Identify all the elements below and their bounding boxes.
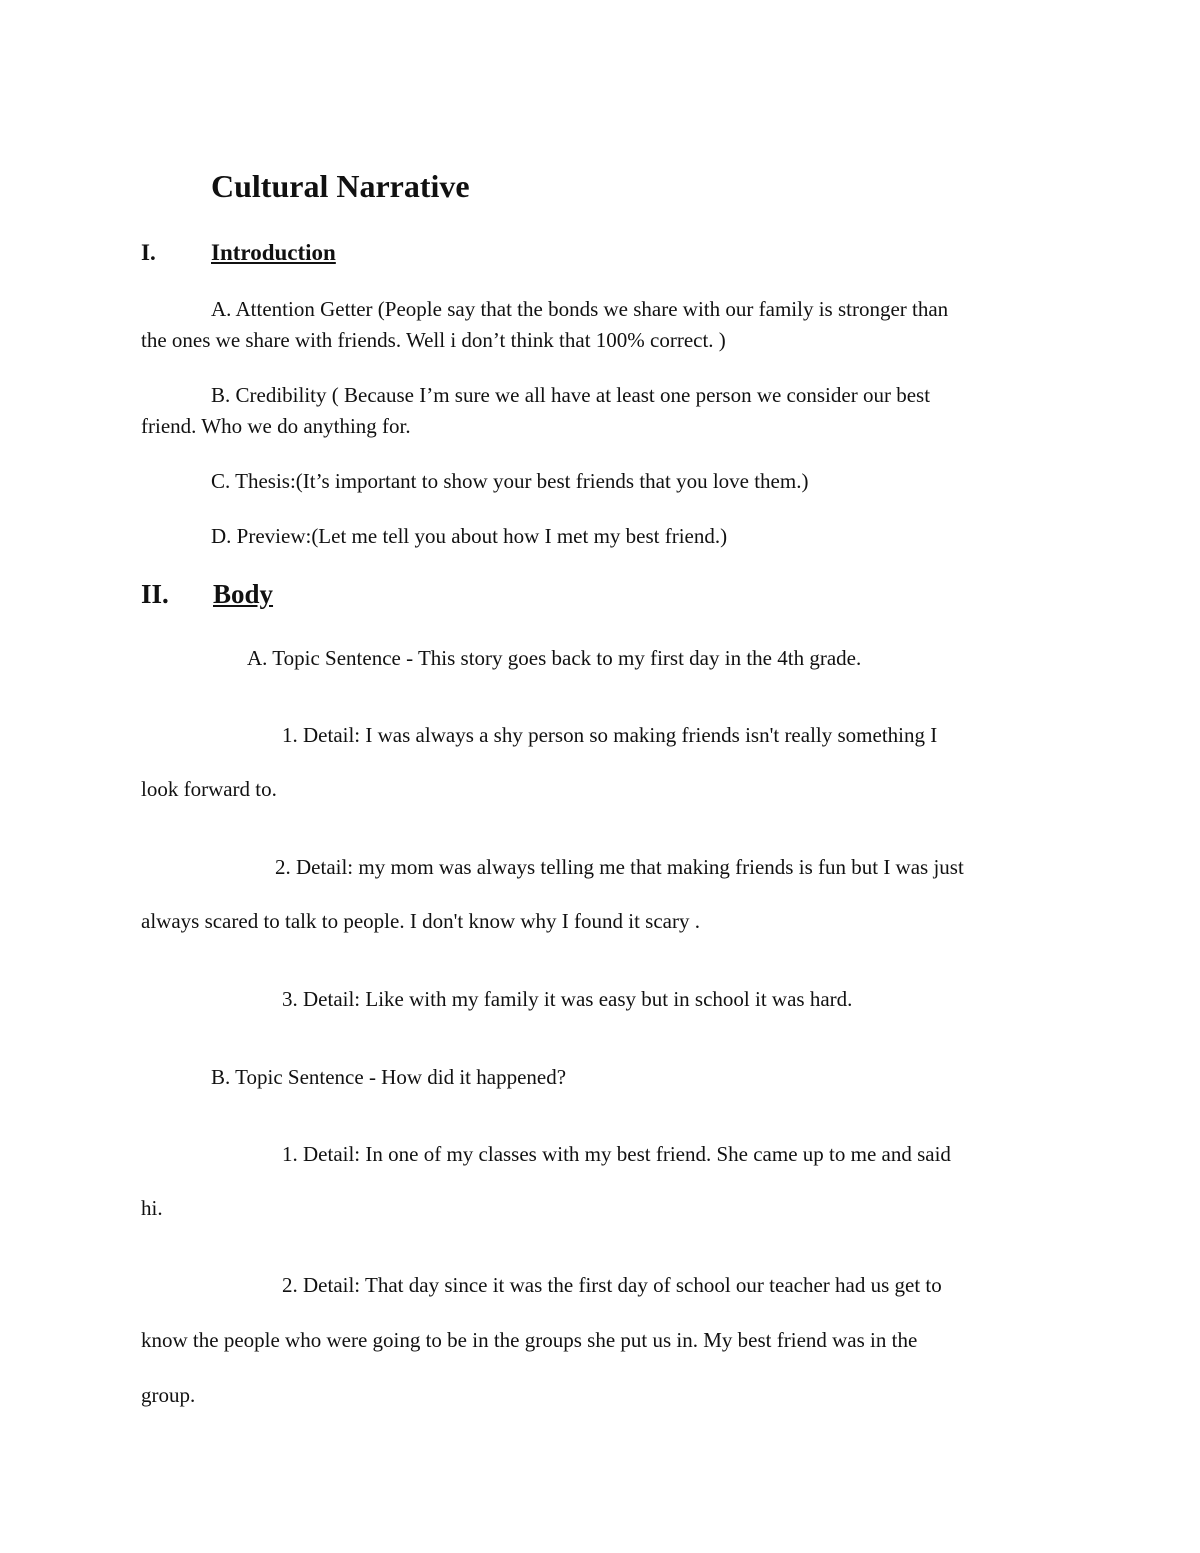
section-2-heading: Body [213,579,274,609]
section-1-numeral: I. [141,240,156,265]
body-topic-b-line: B. Topic Sentence - How did it happened? [211,1065,567,1089]
section-1-heading: Introduction [211,240,336,265]
document-title: Cultural Narrative [211,168,470,204]
body-b-detail-2-line-2: know the people who were going to be in the groups she put us in. My best friend was in the [141,1328,918,1352]
intro-attention-getter-line-1: A. Attention Getter (People say that the bonds we share with our family is stronger than [211,297,949,321]
body-a-detail-2-line-2: always scared to talk to people. I don't know why I found it scary . [141,909,700,933]
intro-attention-getter-line-2: the ones we share with friends. Well i don’t think that 100% correct. ) [141,328,726,352]
body-b-detail-1-line-2: hi. [141,1196,163,1220]
body-b-detail-2-line-1: 2. Detail: That day since it was the first day of school our teacher had us get to [282,1273,942,1297]
body-a-detail-1-line-1: 1. Detail: I was always a shy person so making friends isn't really something I [282,723,938,747]
body-a-detail-1-line-2: look forward to. [141,777,277,801]
intro-preview-line: D. Preview:(Let me tell you about how I met my best friend.) [211,524,728,548]
section-2-numeral: II. [141,579,169,609]
intro-credibility-line-2: friend. Who we do anything for. [141,414,411,438]
body-topic-a-line: A. Topic Sentence - This story goes back to my first day in the 4th grade. [247,646,862,670]
body-a-detail-2-line-1: 2. Detail: my mom was always telling me that making friends is fun but I was just [275,855,964,879]
intro-credibility-line-1: B. Credibility ( Because I’m sure we all have at least one person we consider our best [211,383,931,407]
body-b-detail-2-line-3: group. [141,1383,196,1407]
intro-thesis-line: C. Thesis:(It’s important to show your best friends that you love them.) [211,469,809,493]
body-a-detail-3-line: 3. Detail: Like with my family it was easy but in school it was hard. [282,987,853,1011]
body-b-detail-1-line-1: 1. Detail: In one of my classes with my best friend. She came up to me and said [282,1142,951,1166]
